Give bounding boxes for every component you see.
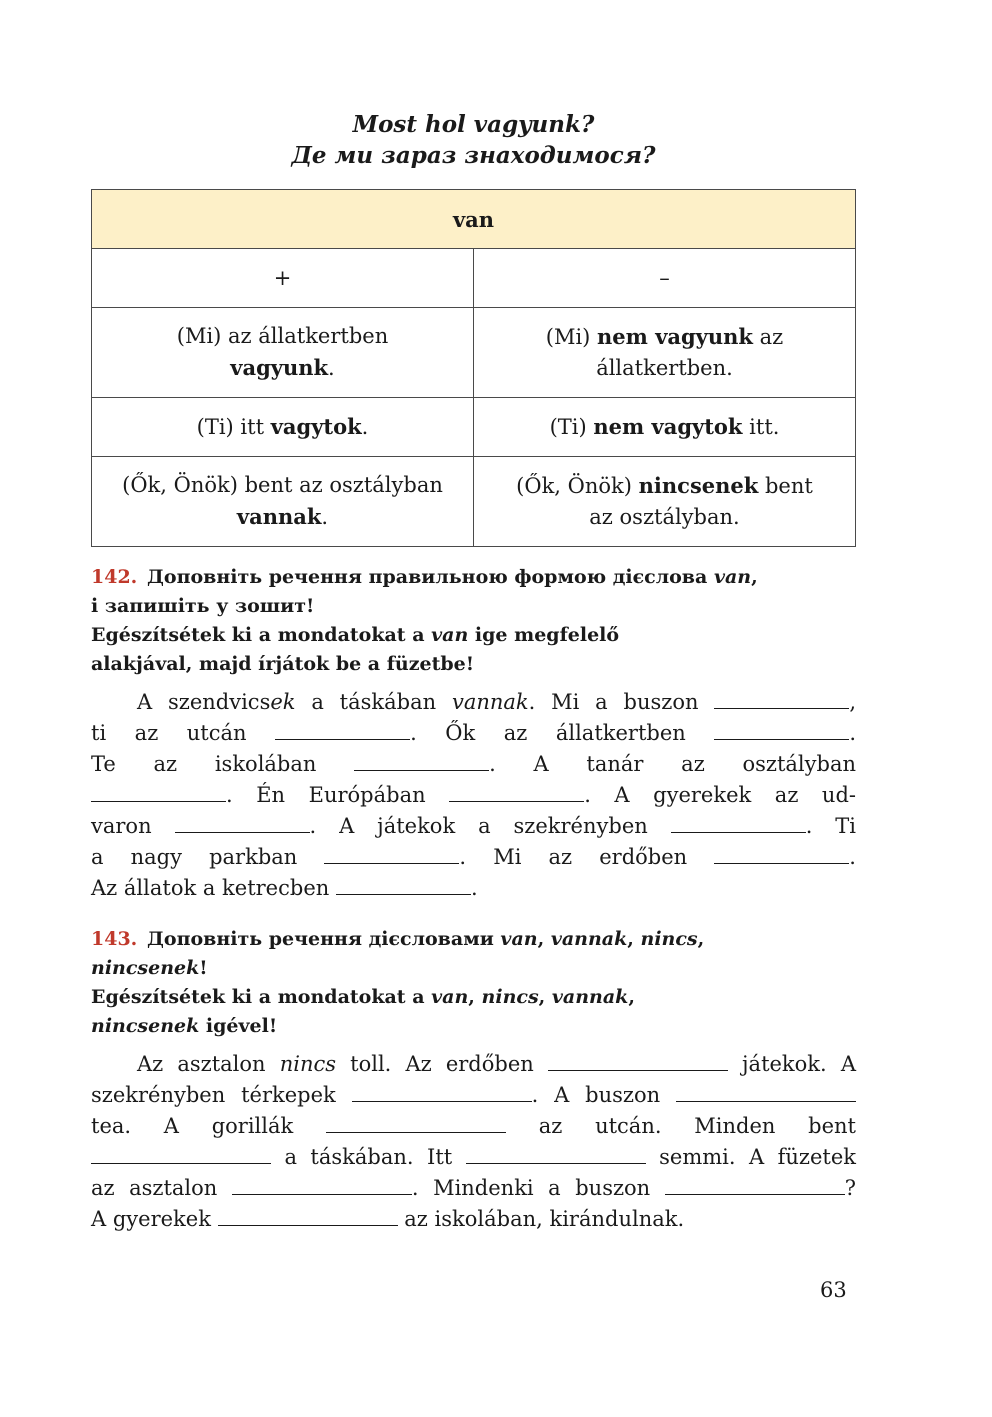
answer-blank[interactable] [714,843,849,864]
answer-blank[interactable] [336,874,471,895]
exercise-instructions: 143. Доповніть речення дієсловами van, vannak, nincs, nincsenek! Egészítsétek ki a mondatokat a van, nincs, vannak, nincsenek igével! [91,925,856,1041]
title-ukrainian: Де ми зараз знаходимося? [291,142,656,169]
answer-blank[interactable] [354,750,489,771]
table-row [92,308,856,398]
table-row [92,457,856,547]
title-hungarian: Most hol vagyunk? [352,111,595,138]
negative-cell: (Mi) nem vagyunk az állatkertben. [474,308,856,398]
affirmative-cell: (Mi) az állatkertben vagyunk. [92,308,474,398]
answer-blank[interactable] [665,1174,845,1195]
answer-blank[interactable] [449,781,584,802]
affirmative-cell: (Ők, Önök) bent az osztályban vannak. [92,457,474,547]
answer-blank[interactable] [324,843,459,864]
table-header: van [92,190,856,249]
exercise-number: 143. [91,928,138,950]
negative-cell: (Ők, Önök) nincsenek bent az osztályban. [474,457,856,547]
answer-blank[interactable] [671,812,806,833]
van-conjugation-table [91,189,856,547]
exercise-143 [91,925,856,1235]
table-row [92,398,856,457]
exercise-text: A szendvicsek a táskában vannak. Mi a buszon , ti az utcán . Ők az állatkertben . Te az iskolában . A tanár az osztályban . Én Európában . A gyerekek az ud- varon . A játekok a szekrényben . Ti a nagy parkban . Mi az erdőben . Az állatok a ketrecben . [91,690,857,900]
answer-blank[interactable] [714,719,849,740]
page-number: 63 [820,1278,847,1302]
answer-blank[interactable] [466,1143,646,1164]
answer-blank[interactable] [714,688,849,709]
negative-header: – [474,249,856,308]
exercise-instructions: 142. Доповніть речення правильною формою дієслова van, і запишіть у зошит! Egészítsétek ki a mondatokat a van ige megfelelő alakjával, majd írjátok be a füzetbe! [91,563,856,679]
answer-blank[interactable] [352,1081,532,1102]
answer-blank[interactable] [676,1081,856,1102]
exercise-number: 142. [91,566,138,588]
affirmative-header: + [92,249,474,308]
page-title [91,109,856,171]
answer-blank[interactable] [232,1174,412,1195]
answer-blank[interactable] [548,1050,728,1071]
answer-blank[interactable] [91,1143,271,1164]
answer-blank[interactable] [91,781,226,802]
answer-blank[interactable] [326,1112,506,1133]
answer-blank[interactable] [175,812,310,833]
negative-cell: (Ti) nem vagytok itt. [474,398,856,457]
answer-blank[interactable] [275,719,410,740]
affirmative-cell: (Ti) itt vagytok. [92,398,474,457]
exercise-142 [91,563,856,904]
exercise-text: Az asztalon nincs toll. Az erdőben játekok. A szekrényben térkepek . A buszon tea. A gorillák az utcán. Minden bent a táskában. Itt semmi. A füzetek az asztalon . Mindenki a buszon ? A gyerekek az iskolában, kirándulnak. [91,1052,856,1231]
answer-blank[interactable] [218,1205,398,1226]
